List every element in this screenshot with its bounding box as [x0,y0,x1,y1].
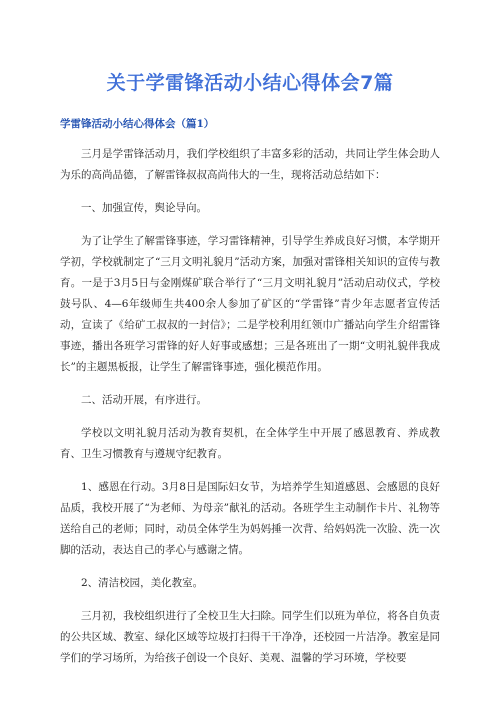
paragraph-intro: 三月是学雷锋活动月，我们学校组织了丰富多彩的活动，共同让学生体会助人为乐的高尚品德，了解雷锋叔叔高尚伟大的一生，现将活动总结如下： [60,148,440,181]
document-title: 关于学雷锋活动小结心得体会7篇 [106,72,394,94]
paragraph-cleaning: 三月初，我校组织进行了全校卫生大扫除。同学生们以班为单位，将各自负责的公共区域、教室、绿化区域等垃圾打扫得干干净净，还校园一片洁净。教室是同学们的学习场所，为给孩子创设一个良好、美观、温馨的学习环境，学校要 [60,610,440,664]
paragraph-heading-cleaning: 2、清洁校园，美化教室。 [81,577,204,589]
section-heading: 学雷锋活动小结心得体会（篇1） [60,118,215,130]
paragraph-heading-publicity: 一、加强宣传，舆论导向。 [81,202,207,214]
paragraph-publicity: 为了让学生了解雷锋事迹，学习雷锋精神，引导学生养成良好习惯，本学期开学初，学校就制定了“三月文明礼貌月”活动方案，加强对雷锋相关知识的宣传与教育。一是于3月5日与金刚煤矿联合举行了“三月文明礼貌月”活动启动仪式，学校鼓号队、4—6年级师生共400余人参加了矿区的“学雷锋”青少年志愿者宣传活动，宣读了《给矿工叔叔的一封信》；二是学校利用红领巾广播站向学生介绍雷锋事迹，播出各班学习雷锋的好人好事或感想；三是各班出了一期“文明礼貌伴我成长”的主题黑板报，让学生了解雷锋事迹，强化模范作用。 [60,235,440,373]
paragraph-activities: 学校以文明礼貌月活动为教育契机，在全体学生中开展了感恩教育、养成教育、卫生习惯教育与遵规守纪教育。 [60,427,440,460]
paragraph-gratitude: 1、感恩在行动。3月8日是国际妇女节，为培养学生知道感恩、会感恩的良好品质，我校开展了“为老师、为母亲”献礼的活动。各班学生主动制作卡片、礼物等送给自己的老师；同时，动员全体学生为妈妈捶一次背、给妈妈洗一次脸、洗一次脚的活动，表达自己的孝心与感谢之情。 [60,481,440,556]
paragraph-heading-activities: 二、活动开展，有序进行。 [81,394,207,406]
